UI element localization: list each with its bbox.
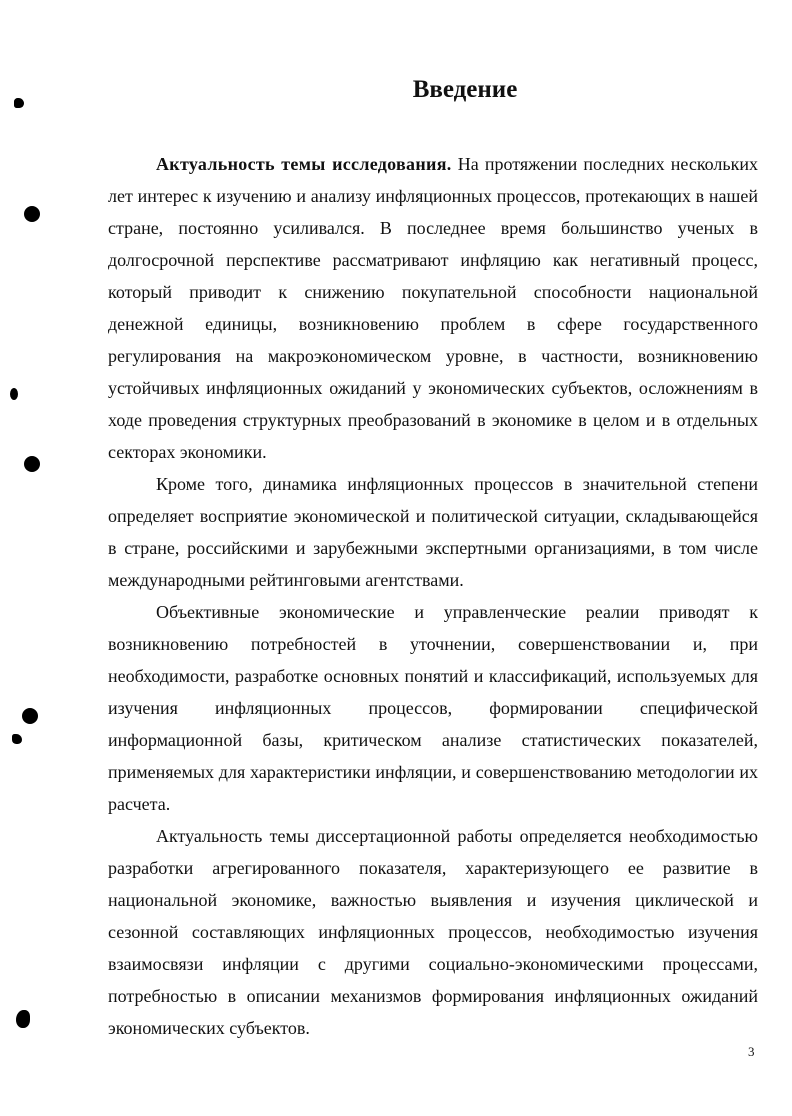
page-number: 3	[748, 1044, 755, 1059]
punch-hole-mark	[24, 206, 40, 222]
scan-speck	[10, 388, 18, 400]
page-title: Введение	[412, 76, 518, 103]
paragraph-4: Актуальность темы диссертационной работы определяется необходимостью разработки агрегированного показателя, характеризующего ее развитие в национальной экономике, важностью выявления и изучения циклической и сезонной составляющих инфляционных процессов, необходимостью изучения взаимосвязи инфляции с другими социально-экономическими процессами, потребностью в описании механизмов формирования инфляционных ожиданий экономических субъектов.	[108, 826, 758, 1038]
document-body	[108, 148, 758, 1044]
scan-speck	[14, 98, 24, 108]
paragraph-1	[108, 148, 758, 468]
scan-speck	[16, 1010, 30, 1028]
scan-speck	[12, 734, 22, 744]
punch-hole-mark	[22, 708, 38, 724]
punch-hole-mark	[24, 456, 40, 472]
paragraph-3: Объективные экономические и управленческие реалии приводят к возникновению потребностей в уточнении, совершенствовании и, при необходимости, разработке основных понятий и классификаций, используемых для изучения инфляционных процессов, формировании специфической информационной базы, критическом анализе статистических показателей, применяемых для характеристики инфляции, и совершенствованию методологии их расчета.	[108, 602, 758, 814]
paragraph-1-lead: Актуальность темы исследования.	[156, 154, 452, 174]
paragraph-2: Кроме того, динамика инфляционных процессов в значительной степени определяет восприятие экономической и политической ситуации, складывающейся в стране, российскими и зарубежными экспертными организациями, в том числе международными рейтинговыми агентствами.	[108, 474, 758, 590]
paragraph-1-text: На протяжении последних нескольких лет интерес к изучению и анализу инфляционных процессов, протекающих в нашей стране, постоянно усиливался. В последнее время большинство ученых в долгосрочной перспективе рассматривают инфляцию как негативный процесс, который приводит к снижению покупательной способности национальной денежной единицы, возникновению проблем в сфере государственного регулирования на макроэкономическом уровне, в частности, возникновению устойчивых инфляционных ожиданий у экономических субъектов, осложнениям в ходе проведения структурных преобразований в экономике в целом и в отдельных секторах экономики.	[108, 154, 758, 462]
